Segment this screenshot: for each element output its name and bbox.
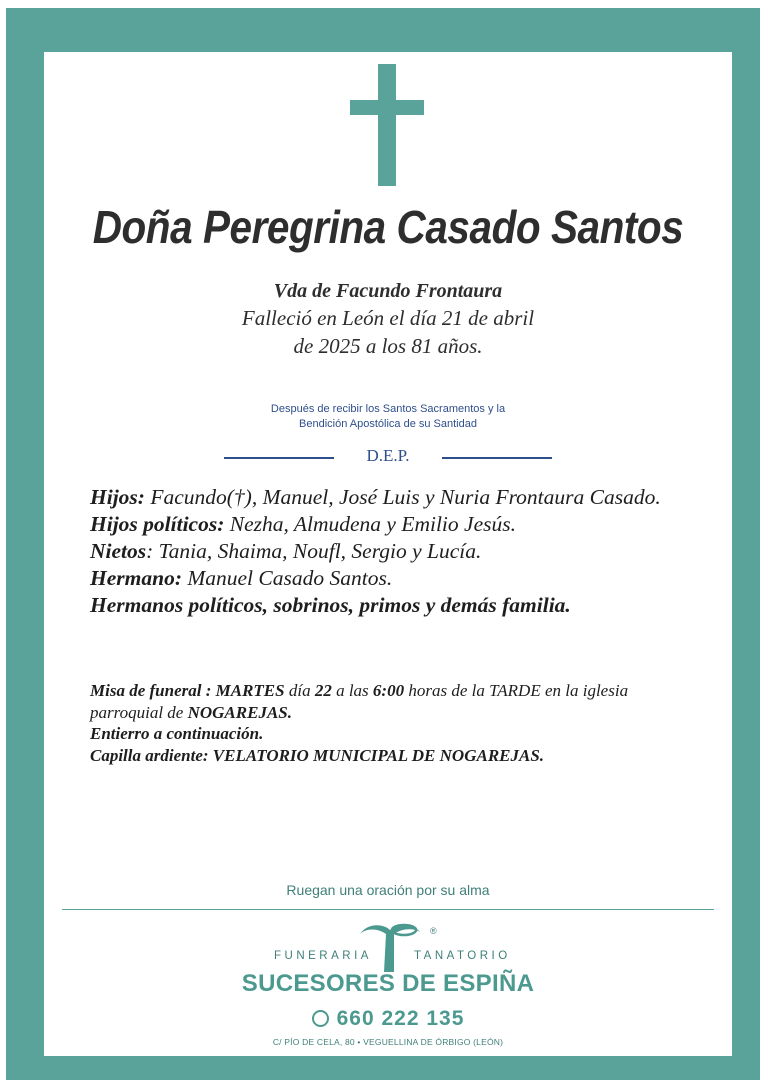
misa-day-text: día (288, 681, 311, 700)
hijos-names: Facundo(†), Manuel, José Luis y Nuria Frontaura Casado. (150, 485, 661, 509)
funeral-details (90, 680, 720, 766)
chapel-text: Capilla ardiente: VELATORIO MUNICIPAL DE NOGAREJAS. (90, 745, 545, 765)
misa-day: 22 (314, 681, 332, 700)
deceased-name: Doña Peregrina Casado Santos (92, 201, 684, 253)
hermano-name: Manuel Casado Santos. (187, 566, 393, 590)
misa-at: a las (336, 681, 369, 700)
dep-divider (224, 444, 552, 470)
chapel-line (90, 745, 720, 767)
widow-of: Vda de Facundo Frontaura (273, 280, 503, 302)
family-hijos-politicos (90, 511, 712, 538)
funeraria-label: FUNERARIA (274, 950, 372, 962)
misa-label: Misa de funeral : MARTES (90, 681, 285, 700)
company-address: C/ PÍO DE CELA, 80 • VEGUELLINA DE ÓRBIGO (LEÓN) (272, 1037, 504, 1047)
misa-rest: horas de la TARDE en la iglesia (408, 681, 629, 700)
burial-line (90, 723, 720, 745)
cross-icon (350, 64, 426, 186)
sacraments-line-1: Después de recibir los Santos Sacramentos y la (270, 403, 506, 415)
phone-line (44, 1007, 732, 1031)
misa-time: 6:00 (372, 681, 405, 700)
teal-border-frame (6, 8, 760, 1080)
company-name: SUCESORES DE ESPIÑA (241, 970, 535, 997)
sacraments-line-2: Bendición Apostólica de su Santidad (299, 418, 477, 430)
parish-place: NOGAREJAS. (187, 702, 292, 722)
nietos-label: Nietos (90, 539, 147, 563)
prayer-request: Ruegan una oración por su alma (286, 882, 490, 898)
family-list (90, 484, 712, 619)
nietos-names: : Tania, Shaima, Noufl, Sergio y Lucía. (146, 539, 482, 563)
dep-label: D.E.P. (366, 446, 410, 465)
obituary-sheet (44, 52, 732, 1056)
family-hermano (90, 565, 712, 592)
registered-mark: ® (430, 926, 437, 936)
tanatorio-label: TANATORIO (414, 950, 511, 962)
misa-line (90, 680, 720, 702)
footer-divider (62, 909, 714, 910)
death-line-1: Falleció en León el día 21 de abril (241, 306, 535, 330)
family-hijos (90, 484, 712, 511)
hermano-label: Hermano: (90, 566, 182, 590)
funeral-home-logo-icon (354, 918, 426, 974)
parish-line (90, 702, 720, 724)
sacraments-note (44, 402, 732, 432)
parish-text: parroquial de (90, 702, 184, 722)
phone-number: 660 222 135 (336, 1007, 465, 1030)
hijos-politicos-names: Nezha, Almudena y Emilio Jesús. (229, 512, 516, 536)
death-line-2: de 2025 a los 81 años. (293, 334, 483, 358)
divider-line-right (442, 457, 552, 459)
others-text: Hermanos políticos, sobrinos, primos y demás familia. (90, 593, 571, 617)
family-others (90, 592, 712, 619)
burial-text: Entierro a continuación. (90, 724, 264, 743)
family-nietos (90, 538, 712, 565)
phone-icon (312, 1010, 329, 1027)
hijos-label: Hijos: (90, 485, 145, 509)
hijos-politicos-label: Hijos políticos: (90, 512, 225, 536)
